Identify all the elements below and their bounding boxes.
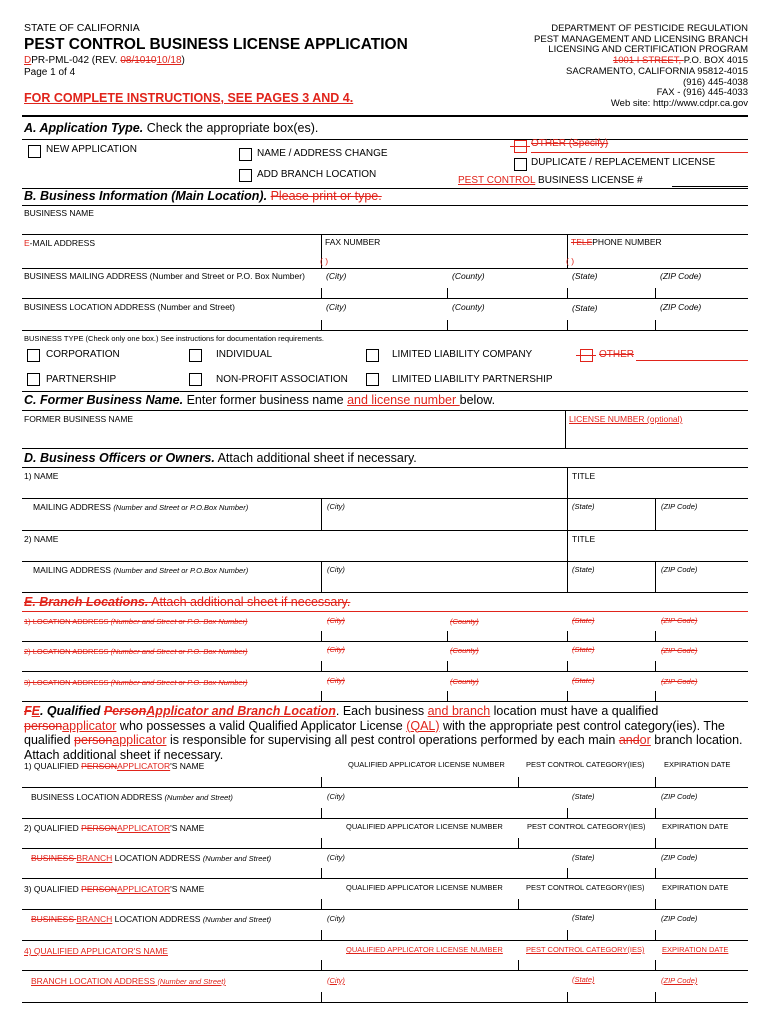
zip-label: (ZIP Code)	[661, 565, 698, 574]
divider	[22, 139, 748, 140]
tick	[567, 320, 568, 330]
divider	[22, 330, 748, 331]
tick	[655, 631, 656, 641]
tick	[655, 320, 656, 330]
tick	[447, 320, 448, 330]
fax-line: FAX - (916) 445-4033	[656, 87, 748, 99]
zip-label: (ZIP Code)	[661, 677, 698, 686]
officer-1-title-label: TITLE	[572, 471, 596, 481]
branch-name: PEST MANAGEMENT AND LICENSING BRANCH	[534, 33, 748, 45]
divider	[22, 268, 748, 269]
zip-label: (ZIP Code)	[661, 616, 698, 625]
divider	[22, 909, 748, 910]
state-label: (State)	[572, 565, 595, 574]
divider	[22, 848, 748, 849]
tick	[321, 930, 322, 940]
partnership-label: PARTNERSHIP	[46, 374, 117, 385]
mailing-address-label: BUSINESS MAILING ADDRESS (Number and Street or P.O. Box Number)	[24, 271, 305, 281]
form-title: PEST CONTROL BUSINESS LICENSE APPLICATION	[24, 36, 408, 53]
phone-line: (916) 445-4038	[683, 76, 748, 88]
location-address-label: BUSINESS LOCATION ADDRESS (Number and Street)	[24, 302, 235, 312]
state-label: STATE OF CALIFORNIA	[24, 22, 140, 34]
llp-checkbox[interactable]	[366, 373, 379, 386]
tick	[655, 777, 656, 787]
section-f-paragraph: FE. Qualified PersonApplicator and Branch Location. Each business and branch location must have a qualified personapplicator who possesses a valid Qualified Applicator License (QAL) with the appropriate pest control category(ies). The qualified personapplicator is responsible for supervising all pest control operations performed by each main andor branch location. Attach additional sheet if necessary.	[24, 704, 743, 762]
tick	[321, 899, 322, 909]
tick	[518, 838, 519, 848]
state-label: (State)	[572, 676, 595, 685]
tick	[321, 320, 322, 330]
business-type-label: BUSINESS TYPE (Check only one box.) See instructions for documentation requirements.	[24, 334, 325, 343]
qal-number-label: QUALIFIED APPLICATOR LICENSE NUMBER	[346, 945, 503, 954]
state-label: (State)	[572, 792, 595, 801]
qal-number-label: QUALIFIED APPLICATOR LICENSE NUMBER	[346, 822, 503, 831]
divider	[22, 641, 748, 642]
city-label: (City)	[327, 616, 345, 625]
branch-location-address-4-label: BRANCH LOCATION ADDRESS (Number and Street)	[31, 976, 226, 986]
divider	[567, 561, 568, 592]
category-label: PEST CONTROL CATEGORY(IES)	[526, 883, 645, 892]
tick	[567, 631, 568, 641]
officer-1-mailing-label: MAILING ADDRESS (Number and Street or P.O.Box Number)	[33, 502, 249, 512]
divider	[22, 611, 748, 612]
po-box: 1001 I STREET, P.O. BOX 4015	[612, 55, 748, 67]
tick	[447, 661, 448, 671]
divider	[22, 391, 748, 392]
divider	[22, 205, 748, 206]
city-label: (City)	[327, 792, 345, 801]
tick	[447, 631, 448, 641]
former-name-label: FORMER BUSINESS NAME	[24, 414, 134, 424]
tick	[655, 661, 656, 671]
license-number-optional-label: LICENSE NUMBER (optional)	[569, 414, 683, 424]
city-line: SACRAMENTO, CALIFORNIA 95812-4015	[566, 65, 748, 77]
expiration-label: EXPIRATION DATE	[662, 822, 729, 831]
dept-name: DEPARTMENT OF PESTICIDE REGULATION	[551, 23, 748, 34]
tick	[321, 288, 322, 298]
county-label: (County)	[450, 677, 479, 686]
section-c-heading: C. Former Business Name. Enter former business name and license number below.	[24, 393, 496, 407]
state-label: (State)	[572, 913, 595, 922]
tick	[447, 691, 448, 701]
zip-label: (ZIP Code)	[661, 914, 698, 923]
section-a-heading: A. Application Type. Check the appropriate box(es).	[24, 121, 319, 135]
form-code: DPR-PML-042 (REV. 08/101010/18)	[24, 55, 185, 66]
qal-number-label: QUALIFIED APPLICATOR LICENSE NUMBER	[346, 883, 503, 892]
divider	[567, 467, 568, 498]
strike-line	[576, 355, 596, 356]
tick	[518, 777, 519, 787]
divider	[22, 818, 748, 819]
expiration-label: EXPIRATION DATE	[664, 760, 731, 769]
divider	[22, 671, 748, 672]
duplicate-checkbox[interactable]	[514, 158, 527, 171]
state-label: (State)	[572, 502, 595, 511]
llc-label: LIMITED LIABILITY COMPANY	[392, 349, 533, 360]
new-application-label: NEW APPLICATION	[46, 144, 137, 155]
tick	[655, 899, 656, 909]
county-label: (County)	[450, 617, 479, 626]
instructions-note: FOR COMPLETE INSTRUCTIONS, SEE PAGES 3 AND 4.	[24, 91, 354, 105]
county-label: (County)	[450, 646, 479, 655]
tick	[567, 661, 568, 671]
name-change-checkbox[interactable]	[239, 148, 252, 161]
tick	[567, 691, 568, 701]
qal-number-label: QUALIFIED APPLICATOR LICENSE NUMBER	[348, 760, 505, 769]
tick	[655, 838, 656, 848]
partnership-checkbox[interactable]	[27, 373, 40, 386]
tick	[518, 899, 519, 909]
divider	[22, 940, 748, 941]
state-label: (State)	[572, 645, 595, 654]
license-number-line[interactable]	[672, 186, 748, 187]
tick	[321, 992, 322, 1002]
nonprofit-checkbox[interactable]	[189, 373, 202, 386]
tick	[567, 930, 568, 940]
divider	[22, 970, 748, 971]
state-label: (State)	[572, 303, 598, 313]
program-name: LICENSING AND CERTIFICATION PROGRAM	[548, 44, 748, 56]
qualified-applicator-3-label: 3) QUALIFIED PERSONAPPLICATOR'S NAME	[24, 884, 205, 894]
city-label: (City)	[326, 302, 347, 312]
city-label: (City)	[327, 853, 345, 862]
qualified-applicator-1-label: 1) QUALIFIED PERSONAPPLICATOR'S NAME	[24, 761, 205, 771]
agency-address	[534, 24, 748, 110]
tick	[567, 808, 568, 818]
tick	[447, 288, 448, 298]
other-line	[636, 360, 748, 361]
tick	[655, 992, 656, 1002]
section-e-heading: E. Branch Locations. Attach additional sheet if necessary.	[24, 595, 351, 609]
branch-location-2-label: 2) LOCATION ADDRESS (Number and Street or P.O. Box Number)	[24, 647, 248, 656]
website-line: Web site: http://www.cdpr.ca.gov	[610, 97, 748, 109]
divider	[22, 410, 748, 411]
divider	[22, 448, 748, 449]
corporation-label: CORPORATION	[46, 349, 120, 360]
duplicate-label: DUPLICATE / REPLACEMENT LICENSE	[531, 157, 716, 168]
divider	[655, 561, 656, 592]
individual-label: INDIVIDUAL	[216, 349, 273, 360]
tick	[321, 808, 322, 818]
divider	[22, 530, 748, 531]
city-label: (City)	[327, 676, 345, 685]
other-specify-label: OTHER (Specify)	[531, 138, 609, 149]
expiration-label: EXPIRATION DATE	[662, 945, 729, 954]
qualified-applicator-2-label: 2) QUALIFIED PERSONAPPLICATOR'S NAME	[24, 823, 205, 833]
llc-checkbox[interactable]	[366, 349, 379, 362]
officer-1-name-label: 1) NAME	[24, 471, 59, 481]
qualified-applicator-4-label: 4) QUALIFIED APPLICATOR'S NAME	[24, 946, 168, 956]
llp-label: LIMITED LIABILITY PARTNERSHIP	[392, 374, 553, 385]
officer-2-title-label: TITLE	[572, 534, 596, 544]
tick	[655, 930, 656, 940]
divider	[22, 561, 748, 562]
category-label: PEST CONTROL CATEGORY(IES)	[526, 760, 645, 769]
phone-number-label: TELEPHONE NUMBER	[571, 237, 662, 247]
other-line	[531, 152, 748, 153]
tick	[518, 960, 519, 970]
add-branch-label: ADD BRANCH LOCATION	[257, 169, 377, 180]
divider	[655, 498, 656, 530]
nonprofit-label: NON-PROFIT ASSOCIATION	[216, 374, 348, 385]
divider	[321, 561, 322, 592]
divider	[22, 701, 748, 702]
tick	[655, 960, 656, 970]
name-change-label: NAME / ADDRESS CHANGE	[257, 148, 388, 159]
city-label: (City)	[327, 565, 345, 574]
tick	[321, 691, 322, 701]
branch-location-3-label: 3) LOCATION ADDRESS (Number and Street or P.O. Box Number)	[24, 678, 248, 687]
divider	[22, 298, 748, 299]
fax-area-code: ( )	[320, 256, 329, 266]
tick	[655, 288, 656, 298]
license-number-label: PEST CONTROL BUSINESS LICENSE #	[458, 175, 643, 186]
divider	[22, 592, 748, 593]
branch-location-address-2-label: BUSINESS BRANCH LOCATION ADDRESS (Number and Street)	[31, 853, 272, 863]
other-type-label: OTHER	[599, 349, 634, 360]
section-d-heading: D. Business Officers or Owners. Attach additional sheet if necessary.	[24, 451, 417, 465]
tick	[321, 838, 322, 848]
tick	[655, 691, 656, 701]
divider	[565, 410, 566, 448]
city-label: (City)	[327, 976, 345, 985]
divider	[567, 498, 568, 530]
tick	[567, 288, 568, 298]
tick	[655, 808, 656, 818]
county-label: (County)	[452, 271, 485, 281]
divider	[22, 467, 748, 468]
zip-label: (ZIP Code)	[661, 976, 698, 985]
zip-label: (ZIP Code)	[661, 853, 698, 862]
state-label: (State)	[572, 271, 598, 281]
phone-area-code: ( )	[566, 256, 575, 266]
city-label: (City)	[327, 914, 345, 923]
city-label: (City)	[326, 271, 347, 281]
city-label: (City)	[327, 645, 345, 654]
officer-2-name-label: 2) NAME	[24, 534, 59, 544]
zip-label: (ZIP Code)	[661, 646, 698, 655]
divider	[22, 787, 748, 788]
category-label: PEST CONTROL CATEGORY(IES)	[526, 945, 645, 954]
divider	[22, 878, 748, 879]
state-label: (State)	[572, 853, 595, 862]
officer-2-mailing-label: MAILING ADDRESS (Number and Street or P.O.Box Number)	[33, 565, 249, 575]
zip-label: (ZIP Code)	[660, 302, 702, 312]
individual-checkbox[interactable]	[189, 349, 202, 362]
header-divider	[22, 115, 748, 117]
strike-line	[510, 146, 530, 147]
corporation-checkbox[interactable]	[27, 349, 40, 362]
tick	[321, 960, 322, 970]
tick	[567, 868, 568, 878]
branch-location-address-3-label: BUSINESS BRANCH LOCATION ADDRESS (Number and Street)	[31, 914, 272, 924]
divider	[22, 234, 748, 235]
tick	[567, 992, 568, 1002]
zip-label: (ZIP Code)	[661, 502, 698, 511]
new-application-checkbox[interactable]	[28, 145, 41, 158]
divider	[22, 1002, 748, 1003]
city-label: (City)	[327, 502, 345, 511]
category-label: PEST CONTROL CATEGORY(IES)	[527, 822, 646, 831]
tick	[321, 868, 322, 878]
tick	[321, 631, 322, 641]
state-label: (State)	[572, 616, 595, 625]
tick	[321, 661, 322, 671]
business-name-label: BUSINESS NAME	[24, 208, 94, 218]
section-b-heading: B. Business Information (Main Location). Please print or type.	[24, 189, 382, 203]
tick	[655, 868, 656, 878]
divider	[321, 498, 322, 530]
expiration-label: EXPIRATION DATE	[662, 883, 729, 892]
branch-location-1-label: 1) LOCATION ADDRESS (Number and Street or P.O. Box Number)	[24, 617, 248, 626]
tick	[321, 777, 322, 787]
zip-label: (ZIP Code)	[661, 792, 698, 801]
state-label: (State)	[572, 975, 595, 984]
divider	[567, 530, 568, 561]
page-number: Page 1 of 4	[24, 67, 76, 78]
business-location-1-label: BUSINESS LOCATION ADDRESS (Number and Street)	[31, 792, 233, 802]
add-branch-checkbox[interactable]	[239, 169, 252, 182]
fax-number-label: FAX NUMBER	[325, 237, 381, 247]
divider	[22, 498, 748, 499]
zip-label: (ZIP Code)	[660, 271, 702, 281]
email-label: E-MAIL ADDRESS	[24, 238, 96, 248]
county-label: (County)	[452, 302, 485, 312]
